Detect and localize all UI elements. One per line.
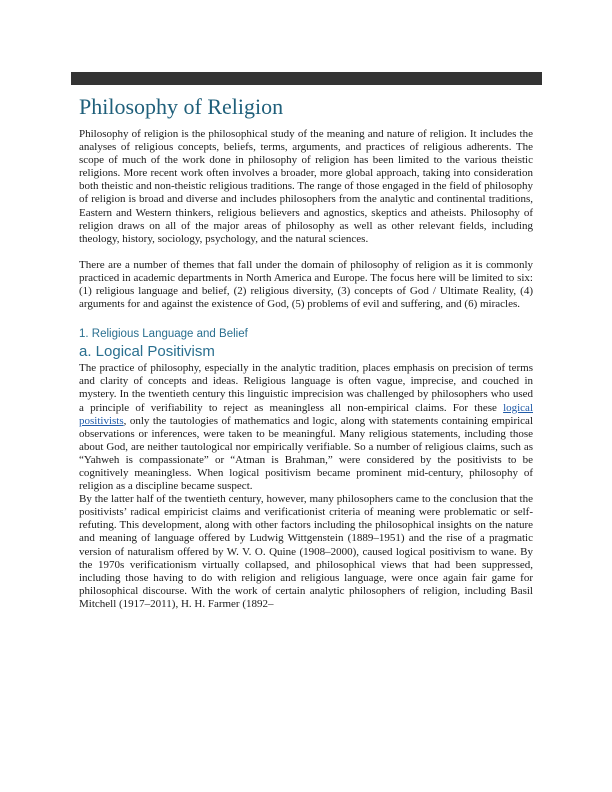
decline-paragraph: By the latter half of the twentieth century, however, many philosophers came to the conclusion that the positivists’ radical empiricist claims and verificationist criteria of meaning were problematic or self-refuting. This development, along with other factors including the philosophical insights on the nature and meaning of language offered by Ludwig Wittgenstein (1889–1951) and the rise of a pragmatic version of naturalism offered by W. V. O. Quine (1908–2000), caused logical positivism to wane. By the 1970s verificationism virtually collapsed, and philosophical views that had been suppressed, including those having to do with religion and religious language, were once again fair game for philosophical discourse. With the work of certain analytic philosophers of religion, including Basil Mitchell (1917–2011), H. H. Farmer (1892– bbox=[79, 493, 533, 610]
paragraph-text-before-link: The practice of philosophy, especially in the analytic tradition, places emphasis on precision of terms and clarity of concepts and ideas. Religious language is often vague, imprecise, and couched in mystery. In the twentieth century this linguistic imprecision was challenged by philosophers who used a principle of verifiability to reject as meaningless all non-empirical claims. For these bbox=[79, 362, 533, 414]
subsection-heading: a. Logical Positivism bbox=[79, 343, 215, 361]
header-bar bbox=[71, 72, 542, 85]
paragraph-text-after-link: , only the tautologies of mathematics and logic, along with statements containing empirical observations or inferences, were taken to be meaningful. Many religious statements, including those about God, are neither tautological nor empirically verifiable. So a number of religious claims, such as “Yahweh is compassionate” or “Atman is Brahman,” were considered by the positivists to be cognitively meaningless. When logical positivism became prominent mid-century, philosophy of religion as a discipline became suspect. bbox=[79, 414, 533, 493]
intro-paragraph: Philosophy of religion is the philosophical study of the meaning and nature of religion. It includes the analyses of religious concepts, beliefs, terms, arguments, and practices of religious adherents. The scope of much of the work done in philosophy of religion has been limited to the various theistic religions. More recent work often involves a broader, more global approach, taking into consideration both theistic and non-theistic religious traditions. The range of those engaged in the field of philosophy of religion is broad and diverse and includes philosophers from the analytic and continental traditions, Eastern and Western thinkers, religious believers and agnostics, skeptics and atheists. Philosophy of religion draws on all of the major areas of philosophy as well as other relevant fields, including theology, history, sociology, psychology, and the natural sciences. bbox=[79, 128, 533, 245]
page-title: Philosophy of Religion bbox=[79, 94, 284, 119]
document-body bbox=[79, 93, 533, 611]
themes-paragraph: There are a number of themes that fall under the domain of philosophy of religion as it is commonly practiced in academic departments in North America and Europe. The focus here will be limited to six: (1) religious language and belief, (2) religious diversity, (3) concepts of God / Ultimate Reality, (4) arguments for and against the existence of God, (5) problems of evil and suffering, and (6) miracles. bbox=[79, 258, 533, 311]
section-heading: 1. Religious Language and Belief bbox=[79, 328, 248, 341]
logical-positivists-link[interactable]: logical positivists bbox=[79, 401, 533, 427]
logical-positivism-paragraph bbox=[79, 362, 533, 493]
